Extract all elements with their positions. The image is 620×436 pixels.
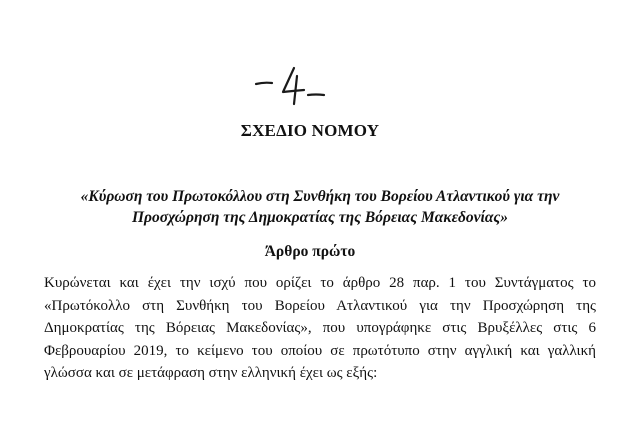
body-line: γλώσσα και σε μετάφραση στην ελληνική έχει ως εξής: bbox=[44, 365, 378, 381]
article-body bbox=[44, 272, 596, 385]
body-line: Φεβρουαρίου 2019, το κείμενο του οποίου σε πρωτότυπο στην αγγλική και γαλλική bbox=[44, 342, 596, 359]
law-title-line: «Κύρωση του Πρωτοκόλλου στη Συνθήκη του Βορείου Ατλαντικού για την bbox=[80, 188, 560, 205]
law-title-line: Προσχώρηση της Δημοκρατίας της Βόρειας Μακεδονίας» bbox=[131, 209, 509, 226]
body-line: «Πρωτόκολλο στη Συνθήκη του Βορείου Ατλαντικού για την Προσχώρηση της bbox=[44, 297, 596, 314]
law-title bbox=[40, 186, 600, 228]
bill-title: ΣΧΕΔΙΟ ΝΟΜΟΥ bbox=[240, 121, 380, 140]
handwritten-page-number-mark bbox=[250, 62, 330, 106]
body-line: Κυρώνεται και έχει την ισχύ που ορίζει το άρθρο 28 παρ. 1 του Συντάγματος το bbox=[44, 275, 596, 291]
body-line: Δημοκρατίας της Βόρειας Μακεδονίας», που υπογράφηκε στις Βρυξέλλες στις 6 bbox=[44, 320, 596, 336]
article-heading: Άρθρο πρώτο bbox=[264, 243, 356, 260]
handwritten-page-number bbox=[250, 62, 330, 106]
